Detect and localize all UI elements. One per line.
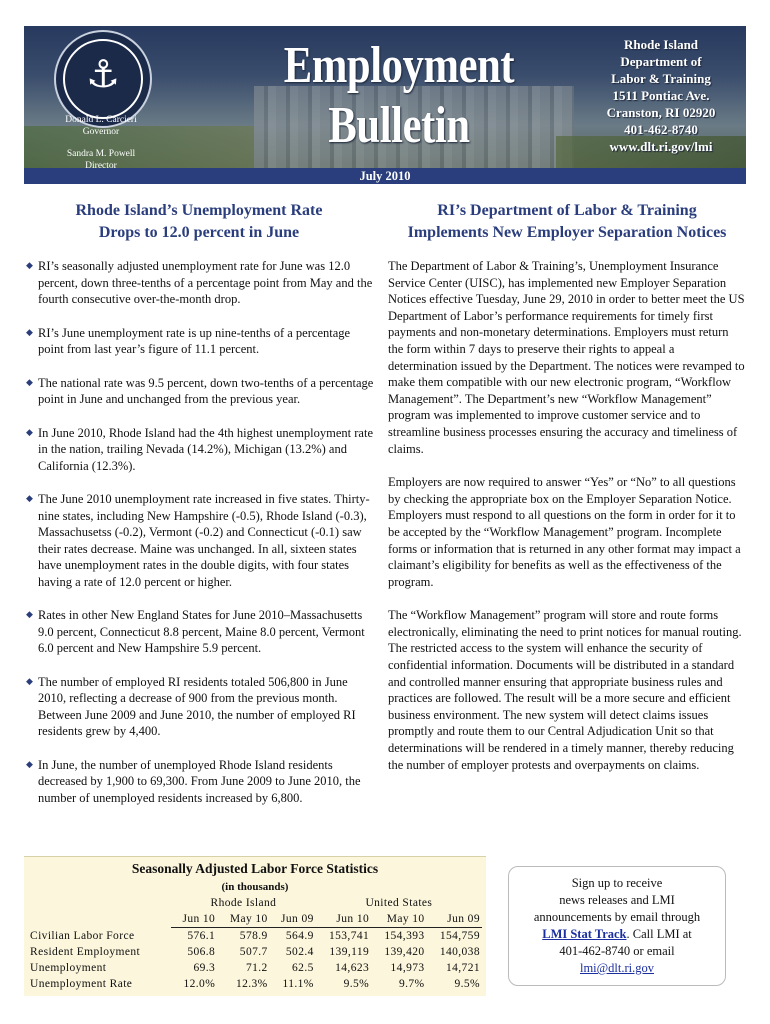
table-cell: 69.3 <box>193 962 216 974</box>
table-cell: 140,038 <box>439 946 480 958</box>
table-cell: 154,393 <box>384 930 425 942</box>
table-cell: 564.9 <box>285 930 314 942</box>
article-paragraph: The Department of Labor & Training’s, Unemployment Insurance Service Center (UISC), has implemented new Employer Separation Notices effective Tuesday, June 29, 2010 in order to better meet the US Department of Labor’s performance requirements for timely first payments and non-monetary determinations. Employers must return the form within 7 days to preserve their rights to appeal a determination issued by the Department. The notices were revamped to make them compatible with our new electronic program, “Workflow Management”. The Department’s new “Workflow Management” program was implemented to improve customer service and to streamline business processes ensuring the accuracy and timeliness of claims. <box>388 259 745 456</box>
table-cell: 14,623 <box>335 962 370 974</box>
table-column-header <box>28 911 482 928</box>
diamond-bullet-icon: ◆ <box>26 427 33 438</box>
table-cell: 578.9 <box>239 930 268 942</box>
separation-notices-article <box>388 200 746 790</box>
table-cell: 139,420 <box>384 946 425 958</box>
diamond-bullet-icon: ◆ <box>26 261 33 271</box>
masthead-banner <box>24 26 746 168</box>
table-row <box>28 928 482 945</box>
table-cell: 507.7 <box>239 946 268 958</box>
diamond-bullet-icon: ◆ <box>26 610 33 620</box>
table-cell: 12.0% <box>183 978 216 990</box>
column-header: Jun 09 <box>427 911 482 928</box>
table-row <box>28 960 482 976</box>
table-cell: 11.1% <box>282 978 314 990</box>
diamond-bullet-icon: ◆ <box>26 759 33 770</box>
anchor-icon: ⚓ <box>85 52 121 96</box>
contact-block: Rhode Island Department of Labor & Training 1511 Pontiac Ave. Cranston, RI 02920 401-462-8740 www.dlt.ri.gov/lmi <box>586 36 736 155</box>
lmi-stat-track-link[interactable]: LMI Stat Track <box>542 927 627 941</box>
article-headline: RI’s Department of Labor & Training Implements New Employer Separation Notices <box>407 202 727 241</box>
table-cell: 14,973 <box>390 962 425 974</box>
row-label: Unemployment <box>30 962 107 974</box>
issue-date-bar: July 2010 <box>24 168 746 184</box>
table-row <box>28 944 482 960</box>
article-paragraph: The “Workflow Management” program will store and route forms electronically, eliminating the need to print notices for manual routing. The restricted access to the system will enhance the security of confidential information. Documents will be distributed in a standard and controlled manner ensuring that appropriate business rules and practices are followed. The result will be a more secure and efficient business environment. The new system will detect claims issues promptly and route them to our Central Adjudication Unit so that determinations will be rendered in a timely manner, thereby reducing the number of employer protests and overpayments on claims. <box>388 608 742 772</box>
column-header: Jun 09 <box>270 911 316 928</box>
table-cell: 576.1 <box>187 930 216 942</box>
article-paragraph: Employers are now required to answer “Yes” or “No” to all questions by checking the appropriate box on the Employer Separation Notice. Employers must respond to all questions on the form in order for it to be accepted by the “Workflow Management” program. Incomplete forms or information that is returned in any other format may impact a claimant’s eligibility for benefits as well as the effectiveness of the program. <box>388 475 741 589</box>
group-rhode-island: Rhode Island <box>210 897 277 909</box>
table-row <box>28 976 482 992</box>
list-item: ◆ RI’s seasonally adjusted unemployment rate for June was 12.0 percent, down three-tenths of a percentage point from May and the fourth consecutive over-the-month drop. <box>26 259 373 306</box>
director-name: Sandra M. Powell <box>66 149 136 159</box>
row-label: Resident Employment <box>30 946 141 958</box>
row-label: Civilian Labor Force <box>30 929 135 942</box>
table-cell: 153,741 <box>328 930 370 942</box>
table-cell: 154,759 <box>439 930 480 942</box>
table-cell: 9.7% <box>398 978 425 990</box>
list-item: ◆ The number of employed RI residents totaled 506,800 in June 2010, reflecting a decrease of 900 from the previous month. Between June 2009 and June 2010, the number of employed RI residents grew by 4,400. <box>26 674 356 738</box>
table-cell: 71.2 <box>245 962 268 974</box>
bulletin-title: Employment Bulletin <box>283 37 515 154</box>
table-subtitle: (in thousands) <box>221 881 289 893</box>
list-item: ◆ The national rate was 9.5 percent, down two-tenths of a percentage point in June and unchanged from the previous year. <box>26 375 374 406</box>
group-united-states: United States <box>365 897 433 909</box>
list-item: ◆ Rates in other New England States for June 2010–Massachusetts 9.0 percent, Connecticut 8.8 percent, Maine 8.0 percent, Vermont 6.0 percent and New Hampshire 5.9 percent. <box>26 608 365 655</box>
governor-name: Donald L. Carcieri <box>65 115 137 125</box>
officials-block <box>36 114 166 168</box>
table-cell: 9.5% <box>454 978 480 990</box>
table-title: Seasonally Adjusted Labor Force Statistics <box>131 861 379 876</box>
email-link[interactable]: lmi@dlt.ri.gov <box>579 961 654 975</box>
director-title: Director <box>85 161 117 168</box>
signup-box: Sign up to receive news releases and LMI announcements by email through LMI Stat Track. Call LMI at 401-462-8740 or email lmi@dlt.ri.gov <box>508 866 726 986</box>
labor-force-stats-table <box>24 856 486 996</box>
table-cell: 62.5 <box>292 962 314 974</box>
table-cell: 502.4 <box>285 946 314 958</box>
table-cell: 12.3% <box>235 978 268 990</box>
column-header: May 10 <box>217 911 269 928</box>
table-cell: 9.5% <box>343 978 370 990</box>
table-cell: 506.8 <box>187 946 216 958</box>
column-header: Jun 10 <box>316 911 371 928</box>
diamond-bullet-icon: ◆ <box>26 676 33 687</box>
list-item: ◆ The June 2010 unemployment rate increased in five states. Thirty-nine states, including New Hampshire (-0.5), Rhode Island (-0.3), Massachusetss (-0.2), Vermont (-0.2) and Connecticut (-0.1) saw their rates decrease. Maine was unchanged. In all, sixteen states have unemployment rates in the double digits, with four states having a rate of 12.0 percent or higher. <box>26 492 370 589</box>
list-item: ◆ RI’s June unemployment rate is up nine-tenths of a percentage point from last year’s figure of 11.1 percent. <box>26 325 351 356</box>
column-header: Jun 10 <box>171 911 217 928</box>
unemployment-article <box>24 200 374 823</box>
diamond-bullet-icon: ◆ <box>26 494 33 504</box>
table-cell: 14,721 <box>445 962 480 974</box>
table-cell: 139,119 <box>329 946 370 958</box>
table-group-header <box>28 895 482 911</box>
article-headline: Rhode Island’s Unemployment Rate Drops to 12.0 percent in June <box>75 202 323 241</box>
diamond-bullet-icon: ◆ <box>26 377 33 388</box>
row-label: Unemployment Rate <box>30 978 133 990</box>
governor-title: Governor <box>82 127 120 137</box>
column-header: May 10 <box>371 911 426 928</box>
diamond-bullet-icon: ◆ <box>26 327 33 338</box>
list-item: ◆ In June 2010, Rhode Island had the 4th highest unemployment rate in the nation, trailing Nevada (14.2%), Michigan (13.2%) and California (12.3%). <box>26 425 374 473</box>
bullet-list <box>24 258 374 806</box>
list-item: ◆ In June, the number of unemployed Rhode Island residents decreased by 1,900 to 69,300. From June 2009 to June 2010, the number of unemployed residents increased by 6,800. <box>26 757 361 805</box>
website-link[interactable]: www.dlt.ri.gov/lmi <box>609 139 713 154</box>
